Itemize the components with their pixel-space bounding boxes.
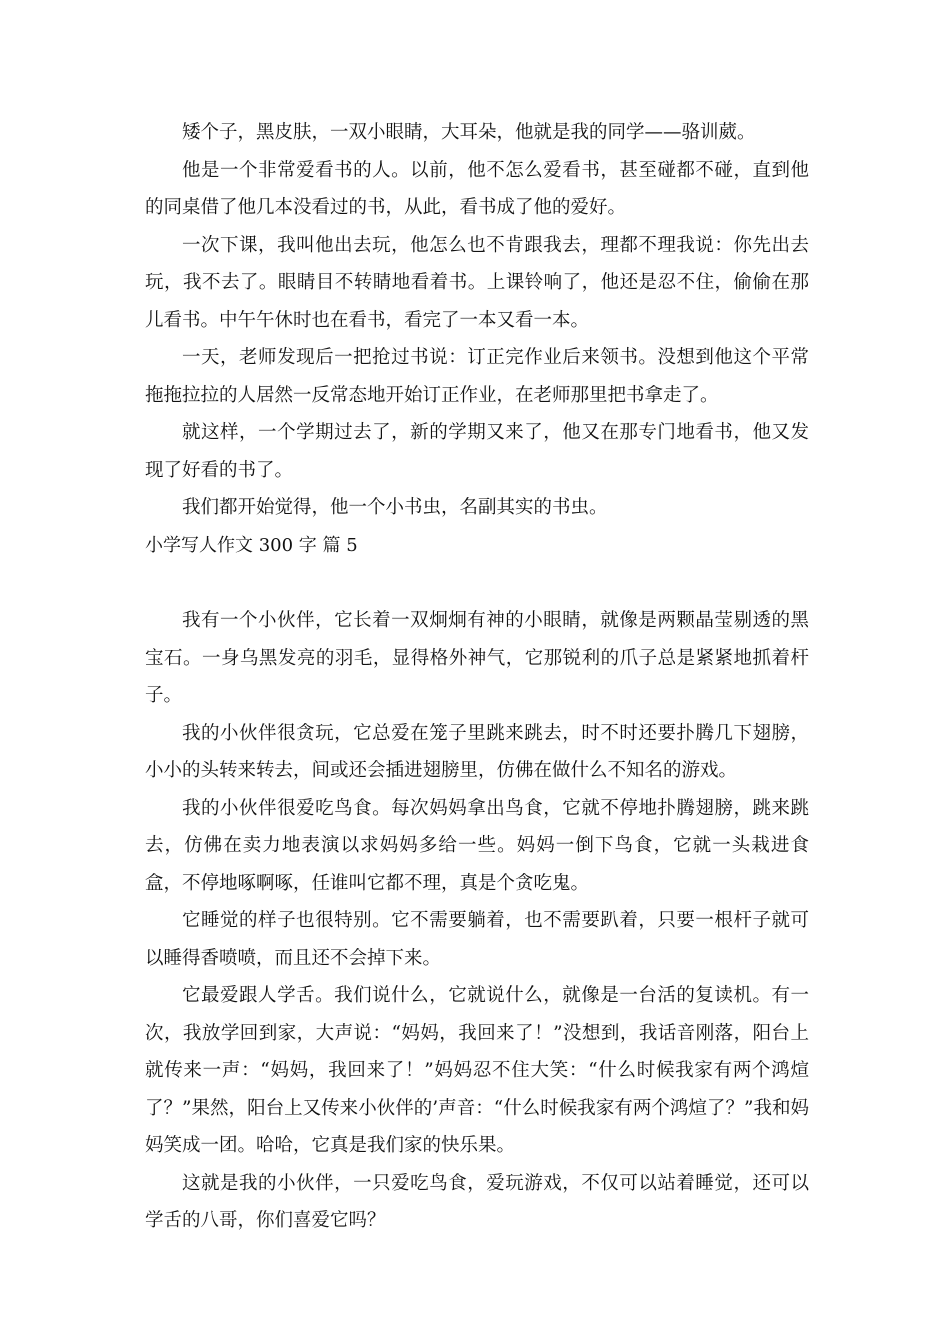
- essay2-paragraph-5: 它最爱跟人学舌。我们说什么，它就说什么，就像是一台活的复读机。有一次，我放学回到家，大声说：“妈妈，我回来了！”没想到，我话音刚落，阳台上就传来一声：“妈妈，我回来了！”妈妈忍不住大笑：“什么时候我家有两个鸿煊了？”果然，阳台上又传来小伙伴的’声音：“什么时候我家有两个鸿煊了？”我和妈妈笑成一团。哈哈，它真是我们家的快乐果。: [145, 985, 809, 1156]
- essay1-paragraph-3: 一次下课，我叫他出去玩，他怎么也不肯跟我去，理都不理我说：你先出去玩，我不去了。眼睛目不转睛地看着书。上课铃响了，他还是忍不住，偷偷在那儿看书。中午午休时也在看书，看完了一本又看一本。: [145, 234, 809, 331]
- essay2-paragraph-4: 它睡觉的样子也很特别。它不需要躺着，也不需要趴着，只要一根杆子就可以睡得香喷喷，而且还不会掉下来。: [145, 910, 809, 969]
- essay2-paragraph-2: 我的小伙伴很贪玩，它总爱在笼子里跳来跳去，时不时还要扑腾几下翅膀，小小的头转来转去，间或还会插进翅膀里，仿佛在做什么不知名的游戏。: [145, 722, 809, 781]
- essay2-paragraph-6: 这就是我的小伙伴，一只爱吃鸟食，爱玩游戏，不仅可以站着睡觉，还可以学舌的八哥，你们喜爱它吗？: [145, 1172, 809, 1231]
- document-body: [145, 114, 809, 1240]
- essay2-heading: 小学写人作文 300 字 篇 5: [145, 534, 358, 556]
- essay1-paragraph-1: 矮个子，黑皮肤，一双小眼睛，大耳朵，他就是我的同学——骆训葳。: [182, 122, 756, 143]
- essay1-paragraph-5: 就这样，一个学期过去了，新的学期又来了，他又在那专门地看书，他又发现了好看的书了。: [145, 422, 809, 481]
- essay1-paragraph-2: 他是一个非常爱看书的人。以前，他不怎么爱看书，甚至碰都不碰，直到他的同桌借了他几本没看过的书，从此，看书成了他的爱好。: [145, 159, 809, 218]
- essay2-paragraph-1: 我有一个小伙伴，它长着一双炯炯有神的小眼睛，就像是两颗晶莹剔透的黑宝石。一身乌黑发亮的羽毛，显得格外神气，它那锐利的爪子总是紧紧地抓着杆子。: [145, 610, 809, 706]
- essay1-paragraph-6: 我们都开始觉得，他一个小书虫，名副其实的书虫。: [182, 497, 608, 518]
- essay2-paragraph-3: 我的小伙伴很爱吃鸟食。每次妈妈拿出鸟食，它就不停地扑腾翅膀，跳来跳去，仿佛在卖力地表演以求妈妈多给一些。妈妈一倒下鸟食，它就一头栽进食盒，不停地啄啊啄，任谁叫它都不理，真是个贪吃鬼。: [145, 797, 809, 894]
- essay1-paragraph-4: 一天，老师发现后一把抢过书说：订正完作业后来领书。没想到他这个平常拖拖拉拉的人居然一反常态地开始订正作业，在老师那里把书拿走了。: [145, 347, 809, 406]
- section-spacer: [145, 564, 809, 602]
